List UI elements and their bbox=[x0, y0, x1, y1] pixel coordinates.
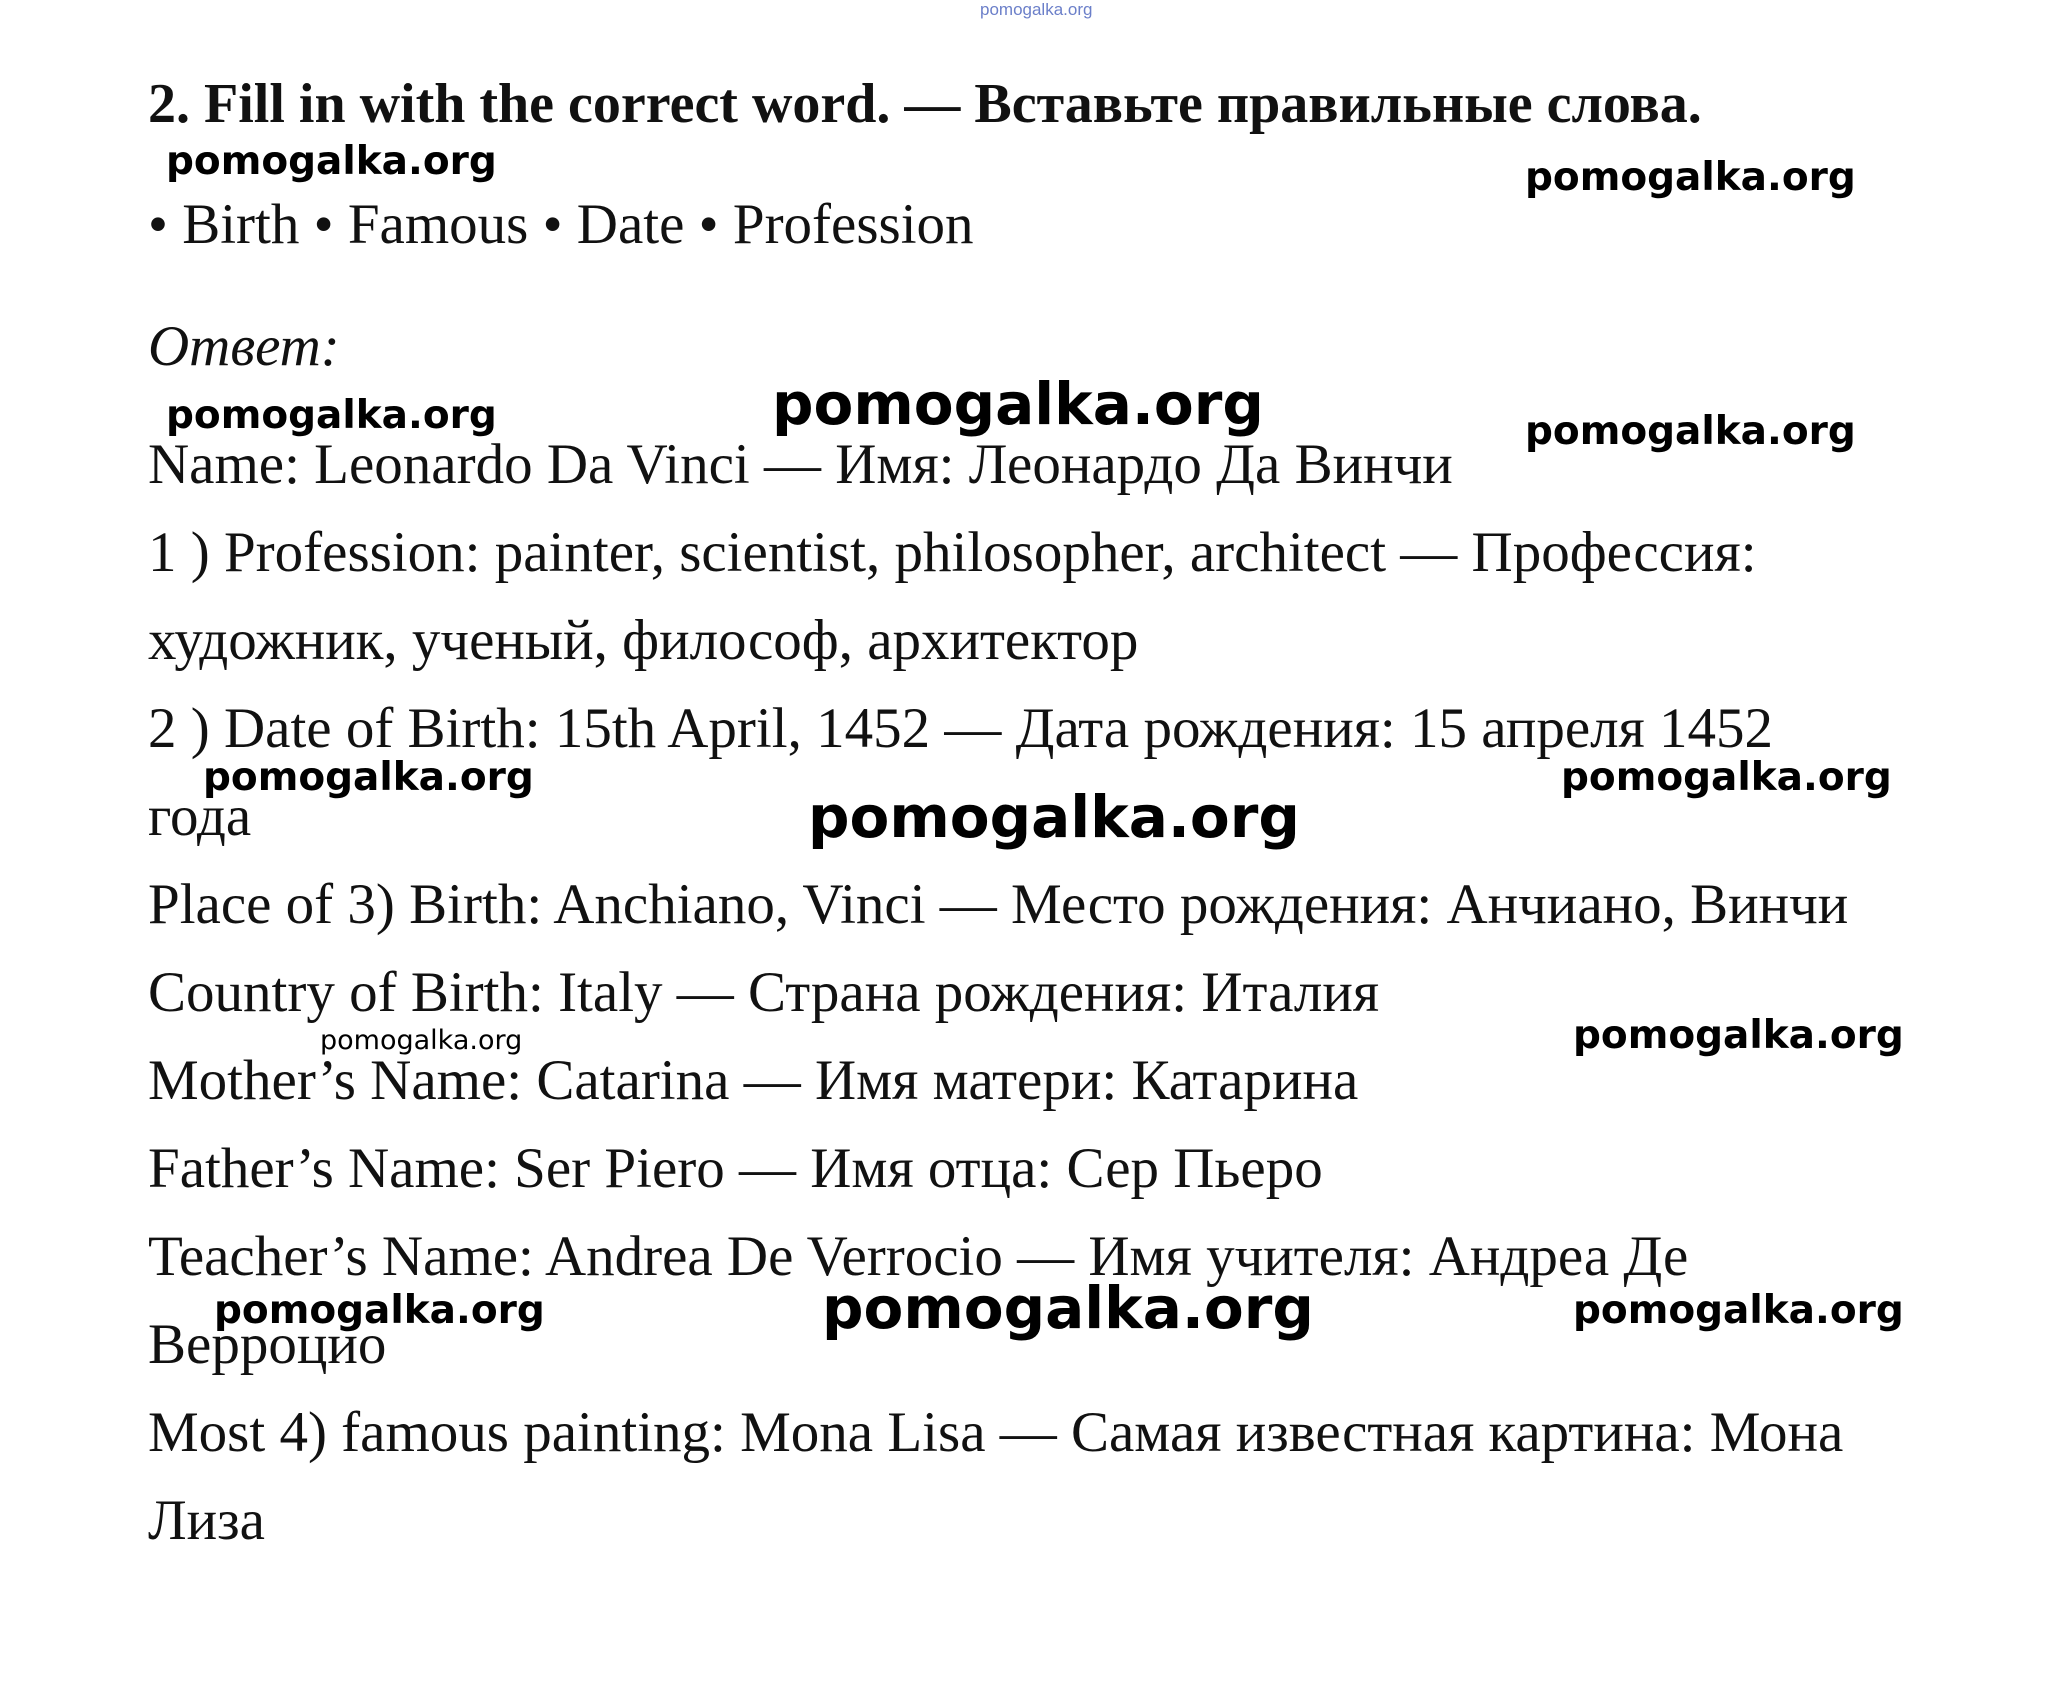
source-mark: pomogalka.org bbox=[980, 0, 1093, 19]
answer-line-profession-cont: художник, ученый, философ, архитектор bbox=[148, 609, 1139, 672]
answer-line-father-name: Father’s Name: Ser Piero — Имя отца: Сер Пьеро bbox=[148, 1137, 1323, 1200]
answer-line-place-of-birth: Place of 3) Birth: Anchiano, Vinci — Место рождения: Анчиано, Винчи bbox=[148, 873, 1849, 936]
watermark: pomogalka.org bbox=[1561, 755, 1892, 800]
answer-line-teacher-name: Teacher’s Name: Andrea De Verrocio — Имя учителя: Андреа Де bbox=[148, 1225, 1689, 1288]
watermark: pomogalka.org bbox=[320, 1025, 523, 1056]
answer-line-mother-name: Mother’s Name: Catarina — Имя матери: Катарина bbox=[148, 1049, 1359, 1112]
answer-line-country-of-birth: Country of Birth: Italy — Страна рождения: Италия bbox=[148, 961, 1380, 1024]
answer-line-teacher-name-cont: Верроцио bbox=[148, 1313, 387, 1376]
watermark: pomogalka.org bbox=[1525, 155, 1856, 200]
answer-line-date-of-birth-cont: года bbox=[148, 785, 252, 848]
watermark: pomogalka.org bbox=[772, 370, 1264, 438]
watermark: pomogalka.org bbox=[1573, 1288, 1904, 1333]
watermark: pomogalka.org bbox=[203, 755, 534, 800]
answer-line-date-of-birth: 2 ) Date of Birth: 15th April, 1452 — Дата рождения: 15 апреля 1452 bbox=[148, 697, 1774, 760]
word-bank: • Birth • Famous • Date • Profession bbox=[148, 193, 974, 256]
watermark: pomogalka.org bbox=[214, 1288, 545, 1333]
watermark: pomogalka.org bbox=[1573, 1013, 1904, 1058]
watermark: pomogalka.org bbox=[166, 393, 497, 438]
answer-line-profession: 1 ) Profession: painter, scientist, philosopher, architect — Профессия: bbox=[148, 521, 1757, 584]
answer-label: Ответ: bbox=[148, 315, 340, 378]
watermark: pomogalka.org bbox=[166, 139, 497, 184]
watermark: pomogalka.org bbox=[1525, 409, 1856, 454]
exercise-title: 2. Fill in with the correct word. — Вставьте правильные слова. bbox=[148, 73, 1702, 135]
watermark: pomogalka.org bbox=[808, 783, 1300, 851]
answer-line-famous-painting: Most 4) famous painting: Mona Lisa — Самая известная картина: Мона bbox=[148, 1401, 1844, 1464]
answer-line-famous-painting-cont: Лиза bbox=[148, 1489, 265, 1552]
watermark: pomogalka.org bbox=[822, 1274, 1314, 1342]
answer-line-name: Name: Leonardo Da Vinci — Имя: Леонардо Да Винчи bbox=[148, 433, 1453, 496]
